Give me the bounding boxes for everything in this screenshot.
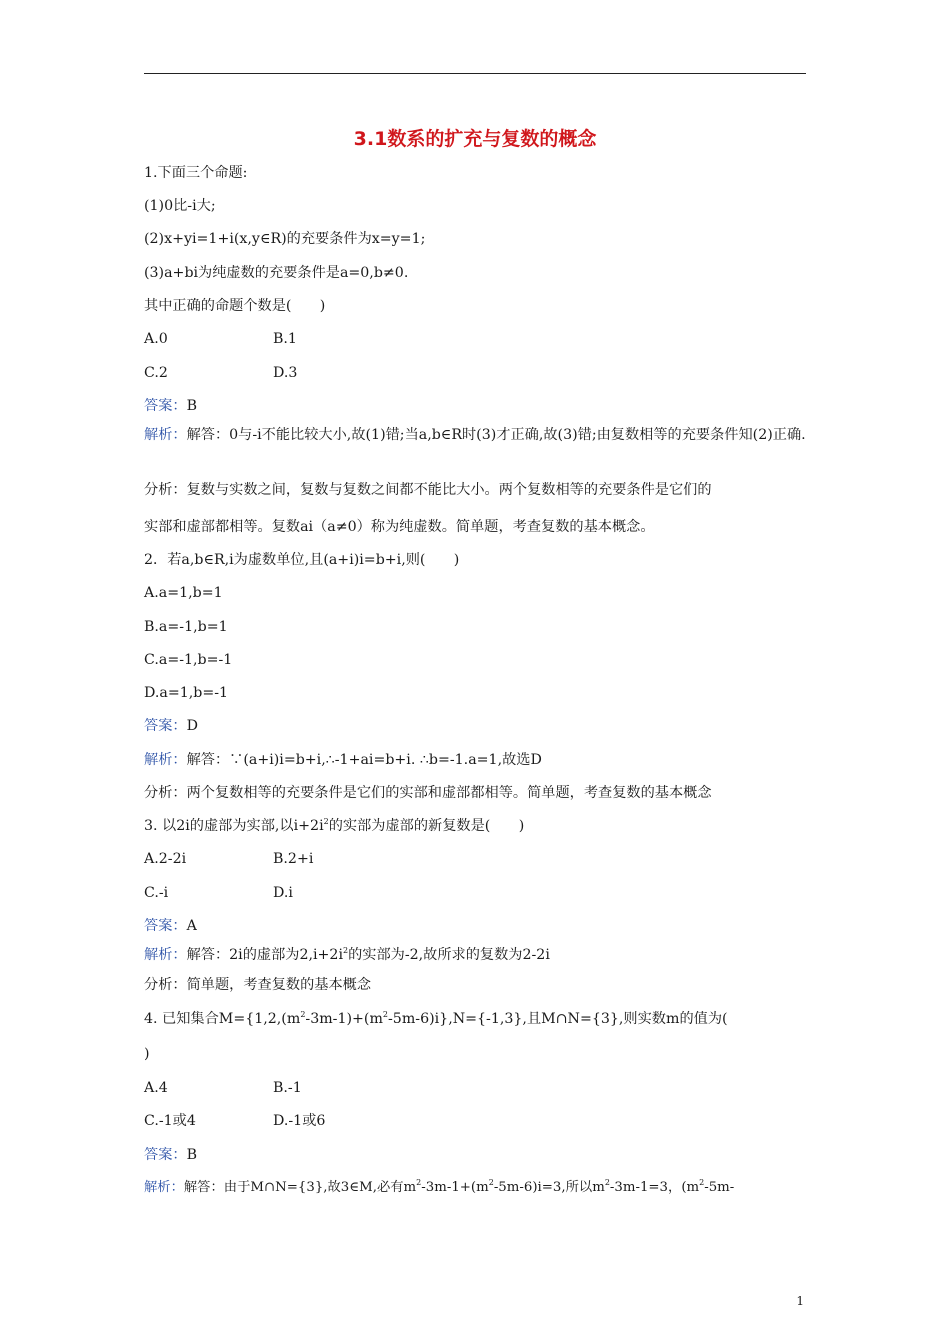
q1-options-row-2 xyxy=(144,364,298,382)
q1-option-d: D.3 xyxy=(273,365,298,381)
q2-stem: 2．若a,b∈R,i为虚数单位,且(a+i)i=b+i,则( ) xyxy=(144,552,460,568)
q1-analysis xyxy=(144,426,806,444)
q4-answer xyxy=(144,1146,197,1164)
q4-analysis-part: -3m-1+(m xyxy=(421,1180,489,1195)
q4-option-d: D.-1或6 xyxy=(273,1113,326,1129)
q3-stem xyxy=(144,817,524,835)
answer-label: 答案： xyxy=(144,1147,187,1163)
page-title: 3.1数系的扩充与复数的概念 xyxy=(353,128,597,150)
superscript: 2 xyxy=(382,1010,389,1019)
q1-stem: 1.下面三个命题: xyxy=(144,165,248,181)
q4-analysis-part: -5m- xyxy=(704,1180,735,1195)
q4-option-b: B.-1 xyxy=(273,1080,302,1096)
superscript: 2 xyxy=(488,1178,494,1187)
superscript: 2 xyxy=(416,1178,422,1187)
q1-analysis-text: 解答：0与-i不能比较大小,故(1)错;当a,b∈R时(3)才正确,故(3)错;由复数相等的充要条件知(2)正确. xyxy=(186,427,806,443)
q3-comment: 分析：简单题，考查复数的基本概念 xyxy=(144,977,372,993)
q3-analysis xyxy=(144,946,550,964)
q1-option-a: A.0 xyxy=(144,331,168,347)
q4-options-row-1 xyxy=(144,1079,302,1097)
header-rule xyxy=(144,73,806,74)
q3-answer-value: A xyxy=(186,918,197,934)
q3-option-c: C.-i xyxy=(144,885,169,901)
q3-answer xyxy=(144,917,197,935)
q1-proposition-2: (2)x+yi=1+i(x,y∈R)的充要条件为x=y=1; xyxy=(144,231,426,247)
q1-question: 其中正确的命题个数是( ) xyxy=(144,298,326,314)
q1-answer-value: B xyxy=(186,398,198,414)
q4-stem-end: ) xyxy=(144,1046,150,1062)
analysis-label: 解析： xyxy=(144,427,187,443)
answer-label: 答案： xyxy=(144,918,187,934)
q2-answer-value: D xyxy=(186,718,198,734)
q4-stem-part: 4. 已知集合M={1,2,(m xyxy=(144,1011,301,1027)
answer-label: 答案： xyxy=(144,398,187,414)
q2-option-c: C.a=-1,b=-1 xyxy=(144,652,233,668)
q2-option-d: D.a=1,b=-1 xyxy=(144,685,229,701)
q3-option-b: B.2+i xyxy=(273,851,314,867)
q4-analysis xyxy=(144,1179,734,1197)
q1-option-c: C.2 xyxy=(144,365,168,381)
q4-option-a: A.4 xyxy=(144,1080,168,1096)
q4-analysis-part: -5m-6)i=3,所以m xyxy=(493,1180,605,1195)
q3-stem-part: 3. 以2i的虚部为实部,以i+2i xyxy=(144,818,324,834)
q4-stem-part: -3m-1)+(m xyxy=(305,1011,383,1027)
q3-option-d: D.i xyxy=(273,885,293,901)
analysis-label: 解析： xyxy=(144,1180,184,1195)
q3-option-a: A.2-2i xyxy=(144,851,187,867)
q1-answer xyxy=(144,397,197,415)
q2-answer xyxy=(144,717,198,735)
answer-label: 答案： xyxy=(144,718,187,734)
q4-options-row-2 xyxy=(144,1112,326,1130)
q3-options-row-2 xyxy=(144,884,293,902)
q3-options-row-1 xyxy=(144,850,314,868)
superscript: 2 xyxy=(323,817,329,826)
q2-comment: 分析：两个复数相等的充要条件是它们的实部和虚部都相等。简单题，考查复数的基本概念 xyxy=(144,785,712,801)
q4-analysis-part: 解答：由于M∩N={3},故3∈M,必有m xyxy=(183,1180,417,1195)
q1-options-row-1 xyxy=(144,330,297,348)
q2-analysis xyxy=(144,751,542,769)
q4-stem-part: -5m-6)i},N={-1,3},且M∩N={3},则实数m的值为( xyxy=(388,1011,728,1027)
q2-option-b: B.a=-1,b=1 xyxy=(144,619,228,635)
q1-option-b: B.1 xyxy=(273,331,297,347)
q3-analysis-part: 解答：2i的虚部为2,i+2i xyxy=(186,947,343,963)
q3-analysis-part: 的实部为-2,故所求的复数为2-2i xyxy=(348,947,550,963)
q1-comment-line-1: 分析：复数与实数之间，复数与复数之间都不能比大小。两个复数相等的充要条件是它们的 xyxy=(144,482,712,498)
superscript: 2 xyxy=(604,1178,610,1187)
q2-option-a: A.a=1,b=1 xyxy=(144,585,223,601)
q4-option-c: C.-1或4 xyxy=(144,1113,196,1129)
q4-analysis-part: -3m-1=3，(m xyxy=(609,1180,700,1195)
analysis-label: 解析： xyxy=(144,947,187,963)
analysis-label: 解析： xyxy=(144,752,187,768)
q2-analysis-text: 解答：∵(a+i)i=b+i,∴-1+ai=b+i. ∴b=-1.a=1,故选D xyxy=(186,752,542,768)
q3-stem-part: 的实部为虚部的新复数是( ) xyxy=(328,818,525,834)
superscript: 2 xyxy=(300,1010,306,1019)
q1-comment-line-2: 实部和虚部都相等。复数ai（a≠0）称为纯虚数。简单题，考查复数的基本概念。 xyxy=(144,519,655,535)
q4-answer-value: B xyxy=(186,1147,198,1163)
superscript: 2 xyxy=(342,946,349,955)
q4-stem xyxy=(144,1010,728,1028)
q1-proposition-1: (1)0比-i大; xyxy=(144,198,216,214)
page-number: 1 xyxy=(796,1294,804,1308)
superscript: 2 xyxy=(699,1178,705,1187)
q1-proposition-3: (3)a+bi为纯虚数的充要条件是a=0,b≠0. xyxy=(144,265,409,281)
